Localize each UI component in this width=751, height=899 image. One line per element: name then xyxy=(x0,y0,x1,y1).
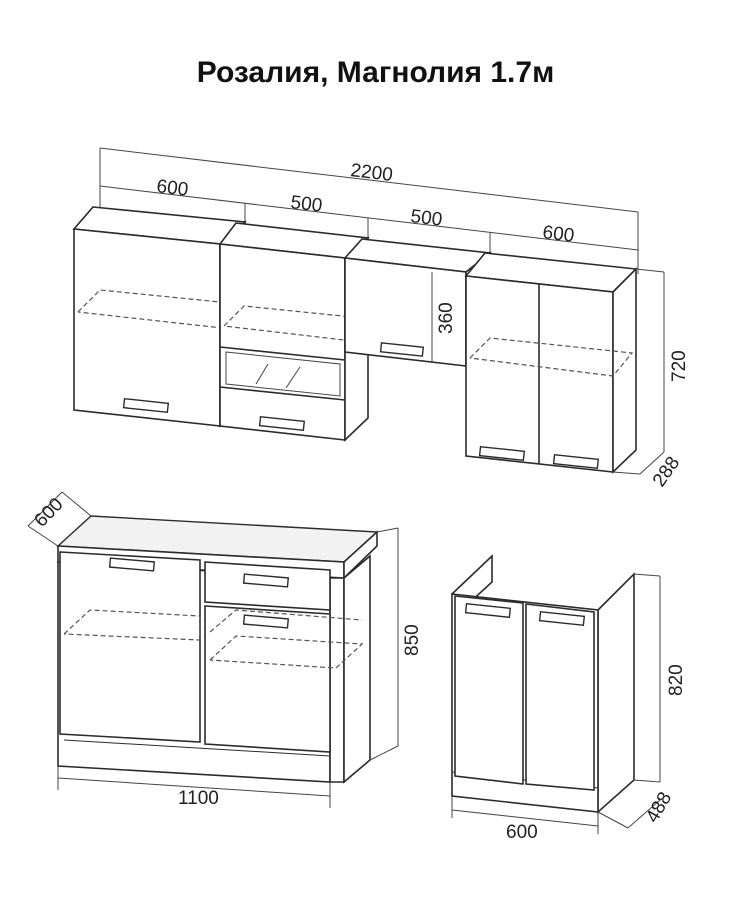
label-upper-width-3: 500 xyxy=(409,206,444,231)
label-base-depth: 600 xyxy=(30,494,68,532)
label-upper-width-4: 600 xyxy=(541,222,576,247)
label-sink-depth: 488 xyxy=(642,788,677,827)
label-upper-height: 720 xyxy=(669,350,690,382)
label-hood-height: 360 xyxy=(436,302,457,334)
base-cabinet-1100 xyxy=(58,516,377,782)
label-upper-width-1: 600 xyxy=(155,176,190,201)
label-base-height: 850 xyxy=(402,624,423,656)
label-sink-width: 600 xyxy=(506,822,538,843)
upper-cabinet-600-right xyxy=(466,253,636,472)
sink-cabinet-600 xyxy=(452,556,634,812)
page-title: Розалия, Магнолия 1.7м xyxy=(196,56,555,89)
label-total-width: 2200 xyxy=(349,160,394,186)
label-sink-height: 820 xyxy=(666,664,687,696)
label-base-width: 1100 xyxy=(178,788,219,809)
label-upper-width-2: 500 xyxy=(289,192,324,217)
label-upper-depth: 288 xyxy=(648,452,685,491)
